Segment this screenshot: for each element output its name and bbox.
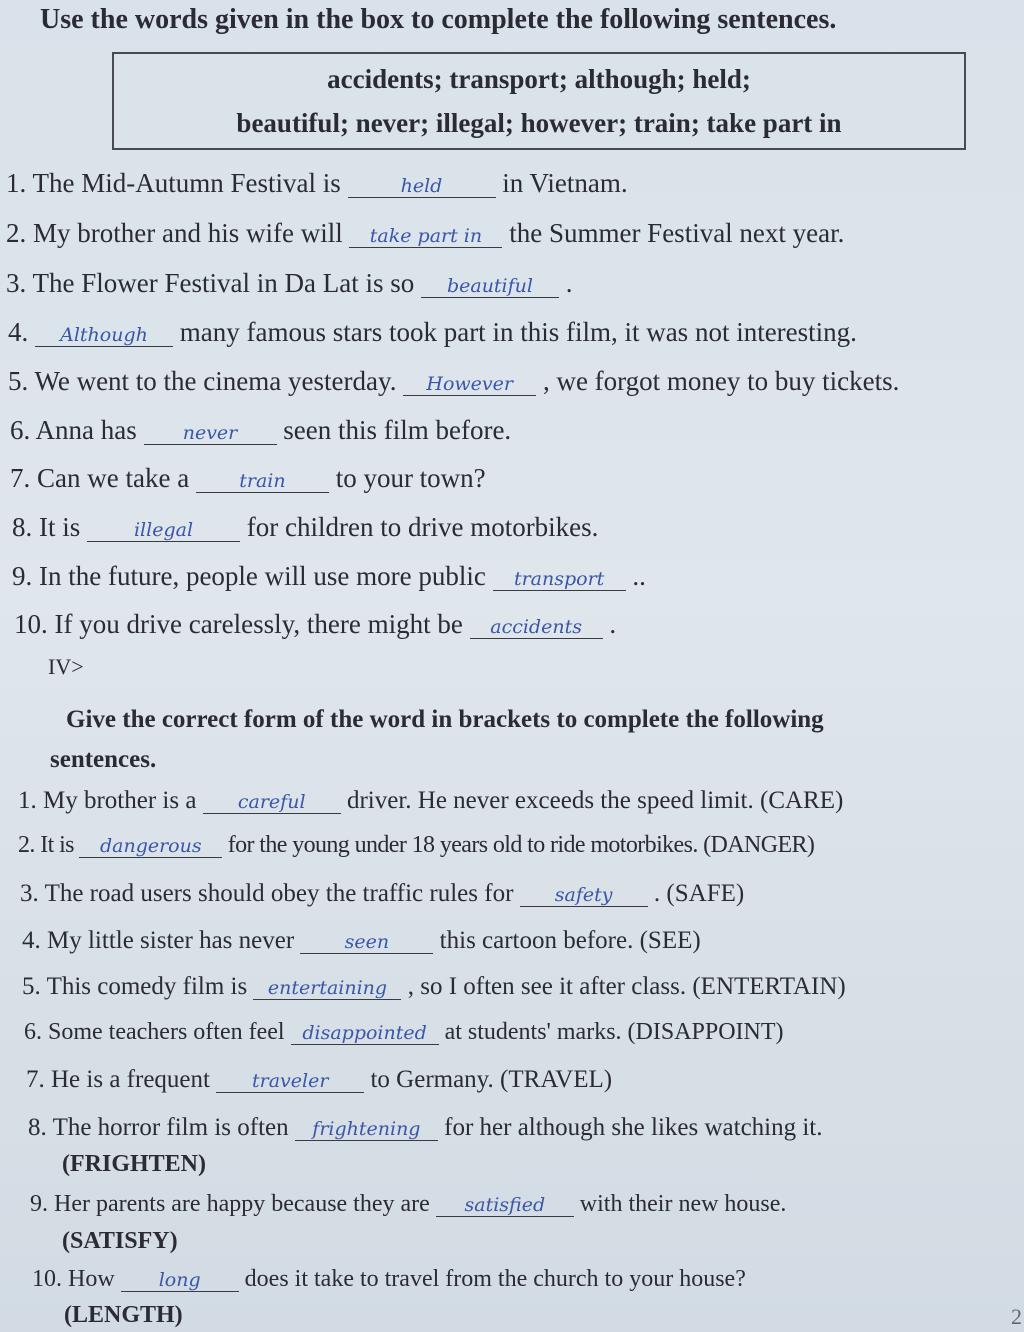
item-number: 6. — [24, 1019, 42, 1045]
item-number: 6. — [10, 415, 31, 445]
exercise-title: Use the words given in the box to complete the following sentences. — [40, 4, 837, 35]
answer-blank[interactable]: disappointed — [291, 1023, 439, 1045]
sentence-item — [10, 415, 511, 446]
item-number: 3. — [20, 880, 39, 907]
word-box-line: beautiful; never; illegal; however; train; take part in — [236, 108, 842, 138]
sentence-item — [28, 1114, 823, 1142]
sentence-text: in Vietnam. — [502, 168, 628, 198]
sentence-text: In the future, people will use more public — [39, 561, 493, 591]
item-number: 4. — [8, 317, 29, 347]
sentence-text: My little sister has never — [47, 927, 301, 954]
sentence-item — [18, 787, 843, 815]
item-number: 3. — [6, 268, 27, 298]
sentence-item — [6, 168, 628, 199]
sentence-text: The Flower Festival in Da Lat is so — [32, 268, 421, 298]
sentence-item — [30, 1191, 786, 1218]
sentence-text: The Mid-Autumn Festival is — [32, 168, 348, 198]
base-word: (LENGTH) — [64, 1302, 183, 1328]
answer-blank[interactable]: Although — [35, 325, 173, 347]
sentence-text: He is a frequent — [51, 1066, 217, 1093]
sentence-text: to your town? — [335, 463, 486, 493]
sentence-item — [6, 218, 844, 249]
answer-blank[interactable]: entertaining — [253, 978, 401, 1000]
sentence-text: this cartoon before. (SEE) — [439, 927, 701, 954]
sentence-text: It is — [40, 832, 80, 858]
sentence-text: Can we take a — [37, 463, 196, 493]
sentence-item — [24, 1019, 784, 1046]
item-number: 4. — [22, 927, 41, 954]
item-number: 8. — [12, 512, 33, 542]
sentence-text: does it take to travel from the church to your house? — [244, 1266, 746, 1292]
sentence-text: . — [565, 268, 573, 298]
section-label: IV> — [48, 654, 84, 679]
item-number: 10. — [32, 1266, 62, 1292]
word-box-line: accidents; transport; although; held; — [327, 64, 751, 94]
base-word: (FRIGHTEN) — [62, 1151, 206, 1177]
base-word: (SATISFY) — [62, 1228, 178, 1254]
sentence-item — [8, 317, 857, 348]
sentence-item — [22, 927, 701, 955]
answer-blank[interactable]: accidents — [470, 617, 603, 639]
sentence-text: My brother and his wife will — [33, 218, 350, 248]
answer-blank[interactable]: seen — [300, 932, 433, 954]
item-number: 9. — [30, 1191, 48, 1217]
answer-blank[interactable]: safety — [520, 885, 648, 907]
sentence-text: with their new house. — [579, 1191, 787, 1217]
sentence-text: The horror film is often — [52, 1114, 295, 1141]
sentence-text: many famous stars took part in this film, it was not interesting. — [179, 317, 857, 347]
item-number: 10. — [14, 609, 48, 639]
answer-blank[interactable]: held — [348, 176, 496, 198]
sentence-text: My brother is a — [43, 787, 203, 814]
answer-blank[interactable]: beautiful — [421, 276, 559, 298]
item-number: 2. — [18, 832, 35, 858]
sentence-text: for children to drive motorbikes. — [246, 512, 599, 542]
item-number: 7. — [26, 1066, 45, 1093]
answer-blank[interactable]: illegal — [87, 520, 240, 542]
item-number: 7. — [10, 463, 31, 493]
exercise-title: Give the correct form of the word in brackets to complete the following — [66, 706, 824, 733]
sentence-text: We went to the cinema yesterday. — [34, 366, 404, 396]
sentence-item — [12, 561, 646, 592]
sentence-item — [22, 973, 846, 1001]
sentence-text: . — [609, 609, 617, 639]
answer-blank[interactable]: However — [403, 374, 536, 396]
sentence-text: Some teachers often feel — [48, 1019, 291, 1045]
sentence-text: .. — [632, 561, 646, 591]
answer-blank[interactable]: never — [144, 423, 277, 445]
sentence-text: The road users should obey the traffic rules for — [44, 880, 520, 907]
answer-blank[interactable]: long — [121, 1270, 239, 1292]
answer-blank[interactable]: take part in — [349, 226, 502, 248]
item-number: 2. — [6, 218, 27, 248]
item-number: 5. — [8, 366, 29, 396]
sentence-item — [14, 609, 616, 640]
answer-blank[interactable]: train — [196, 471, 329, 493]
sentence-item — [26, 1066, 612, 1094]
sentence-text: , we forgot money to buy tickets. — [542, 366, 900, 396]
sentence-text: for the young under 18 years old to ride motorbikes. (DANGER) — [227, 832, 815, 858]
page-number: 2 — [1011, 1304, 1022, 1329]
sentence-item — [10, 463, 486, 494]
exercise-title: sentences. — [50, 746, 157, 773]
item-number: 9. — [12, 561, 33, 591]
sentence-text: to Germany. (TRAVEL) — [370, 1066, 613, 1093]
answer-blank[interactable]: dangerous — [79, 836, 222, 858]
sentence-text: , so I often see it after class. (ENTERTAIN) — [407, 973, 846, 1000]
sentence-text: It is — [39, 512, 88, 542]
sentence-text: Anna has — [35, 415, 144, 445]
sentence-text: for her although she likes watching it. — [444, 1114, 823, 1141]
answer-blank[interactable]: careful — [203, 792, 341, 814]
sentence-item — [32, 1266, 746, 1293]
word-box — [112, 52, 966, 150]
answer-blank[interactable]: frightening — [295, 1119, 438, 1141]
item-number: 5. — [22, 973, 41, 1000]
sentence-text: This comedy film is — [46, 973, 254, 1000]
sentence-text: the Summer Festival next year. — [509, 218, 845, 248]
sentence-text: . (SAFE) — [653, 880, 745, 907]
sentence-text: seen this film before. — [283, 415, 512, 445]
sentence-text: Her parents are happy because they are — [54, 1191, 436, 1217]
sentence-item — [18, 832, 814, 859]
sentence-text: at students' marks. (DISAPPOINT) — [444, 1019, 784, 1045]
item-number: 1. — [18, 787, 37, 814]
answer-blank[interactable]: traveler — [216, 1071, 364, 1093]
sentence-item — [8, 366, 899, 397]
sentence-item — [20, 880, 744, 908]
item-number: 8. — [28, 1114, 47, 1141]
sentence-text: How — [68, 1266, 121, 1292]
answer-blank[interactable]: transport — [493, 569, 626, 591]
sentence-item — [12, 512, 598, 543]
answer-blank[interactable]: satisfied — [436, 1195, 574, 1217]
item-number: 1. — [6, 168, 27, 198]
sentence-text: If you drive carelessly, there might be — [54, 609, 470, 639]
sentence-item — [6, 268, 572, 299]
sentence-text: driver. He never exceeds the speed limit. (CARE) — [346, 787, 844, 814]
